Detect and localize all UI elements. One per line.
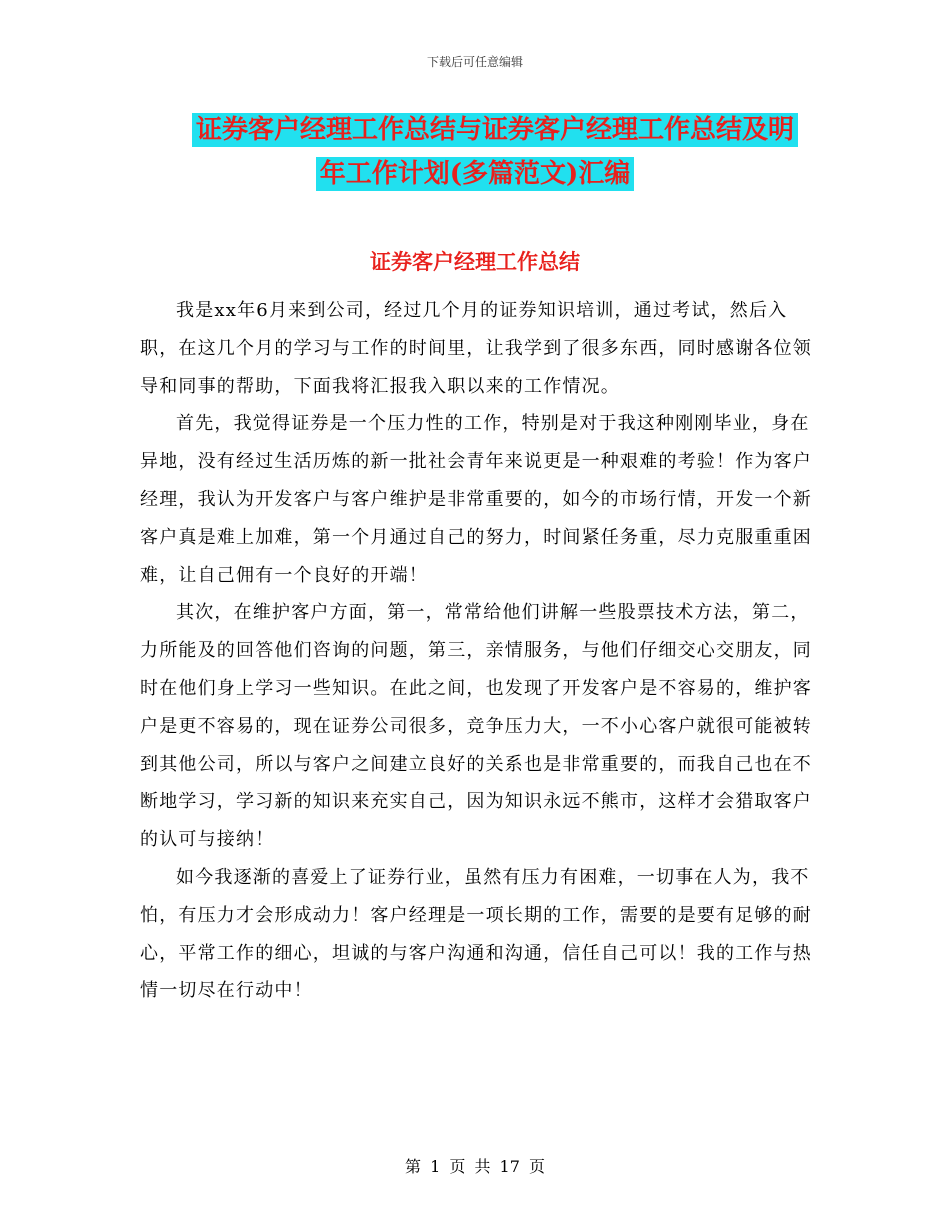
body-text — [140, 292, 820, 1010]
paragraph-3: 其次，在维护客户方面，第一，常常给他们讲解一些股票技术方法，第二，力所能及的回答他们咨询的问题，第三，亲情服务，与他们仔细交心交朋友，同时在他们身上学习一些知识。在此之间，也发现了开发客户是不容易的，维护客户是更不容易的，现在证券公司很多，竞争压力大，一不小心客户就很可能被转到其他公司，所以与客户之间建立良好的关系也是非常重要的，而我自己也在不断地学习，学习新的知识来充实自己，因为知识永远不熊市，这样才会猎取客户的认可与接纳！ — [140, 602, 812, 851]
page-footer: 第 1 页 共 17 页 — [405, 1157, 545, 1176]
document-title-line-2 — [0, 154, 950, 194]
paragraph-4: 如今我逐渐的喜爱上了证券行业，虽然有压力有困难，一切事在人为，我不怕，有压力才会形成动力！客户经理是一项长期的工作，需要的是要有足够的耐心，平常工作的细心，坦诚的与客户沟通和沟通，信任自己可以！我的工作与热情一切尽在行动中！ — [140, 866, 812, 1002]
title-highlight-1: 证券客户经理工作总结与证券客户经理工作总结及明 — [192, 113, 798, 147]
paragraph-2: 首先，我觉得证券是一个压力性的工作，特别是对于我这种刚刚毕业，身在异地，没有经过生活历炼的新一批社会青年来说更是一种艰难的考验！作为客户经理，我认为开发客户与客户维护是非常重要的，如今的市场行情，开发一个新客户真是难上加难，第一个月通过自己的努力，时间紧任务重，尽力克服重重困难，让自己佣有一个良好的开端！ — [140, 413, 812, 586]
paragraph-1: 我是xx年6月来到公司，经过几个月的证券知识培训，通过考试，然后入职，在这几个月的学习与工作的时间里，让我学到了很多东西，同时感谢各位领导和同事的帮助，下面我将汇报我入职以来的工作情况。 — [140, 300, 812, 397]
document-title-line-1 — [0, 110, 950, 150]
header-note: 下载后可任意编辑 — [426, 55, 523, 69]
title-highlight-2: 年工作计划(多篇范文)汇编 — [316, 157, 635, 191]
section-heading: 证券客户经理工作总结 — [370, 249, 580, 274]
